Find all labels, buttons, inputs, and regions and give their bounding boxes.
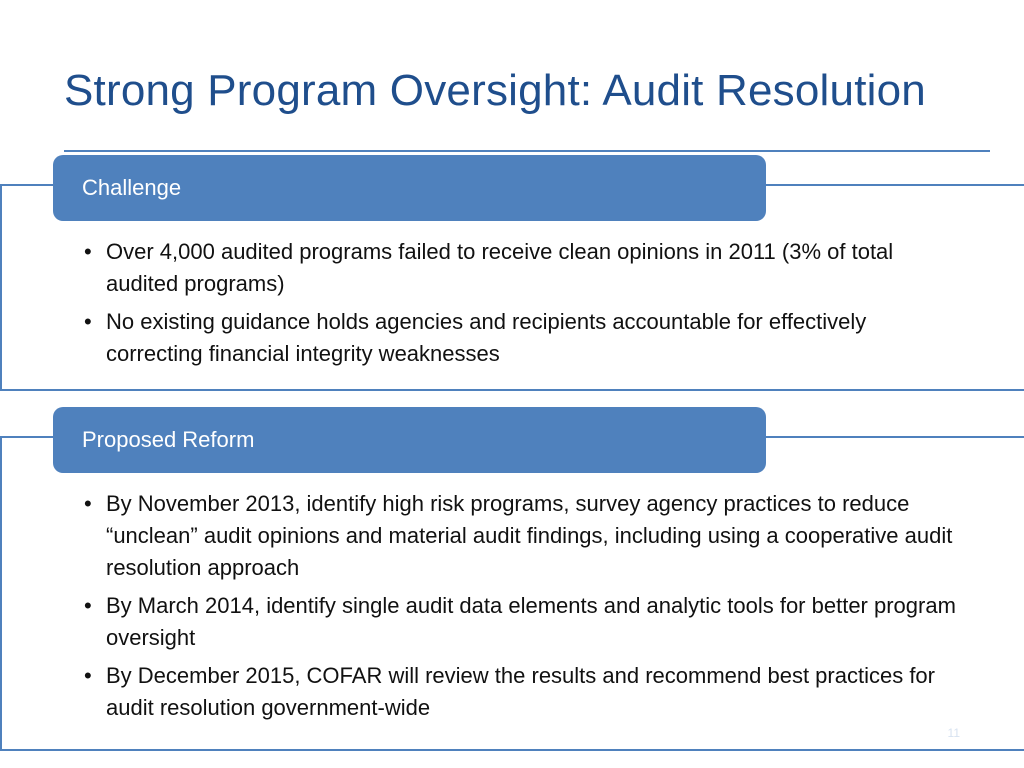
bullet-item (84, 590, 964, 654)
title-divider (64, 150, 990, 152)
bullet-item (84, 306, 964, 370)
bullet-text: No existing guidance holds agencies and recipients accountable for effectively correcting financial integrity weaknesses (106, 309, 867, 366)
bullet-icon: • (84, 491, 92, 516)
slide-title: Strong Program Oversight: Audit Resolution (64, 66, 926, 115)
bullet-text: By December 2015, COFAR will review the results and recommend best practices for audit resolution government-wide (106, 663, 935, 720)
challenge-bullet-list (84, 236, 964, 376)
bullet-icon: • (84, 309, 92, 334)
bullet-text: By November 2013, identify high risk programs, survey agency practices to reduce “unclean” audit opinions and material audit findings, including using a cooperative audit resolution approach (106, 491, 953, 580)
challenge-header (53, 155, 766, 221)
bullet-item (84, 660, 964, 724)
bullet-icon: • (84, 593, 92, 618)
proposed-reform-heading-label: Proposed Reform (82, 427, 255, 452)
bullet-item (84, 236, 964, 300)
page-number: 11 (947, 726, 960, 740)
bullet-icon: • (84, 663, 92, 688)
proposed-reform-header (53, 407, 766, 473)
challenge-heading-label: Challenge (82, 175, 182, 200)
proposed-reform-bullet-list (84, 488, 964, 730)
bullet-item (84, 488, 964, 584)
bullet-icon: • (84, 239, 92, 264)
bullet-text: Over 4,000 audited programs failed to receive clean opinions in 2011 (3% of total audited programs) (106, 239, 894, 296)
bullet-text: By March 2014, identify single audit data elements and analytic tools for better program oversight (106, 593, 956, 650)
